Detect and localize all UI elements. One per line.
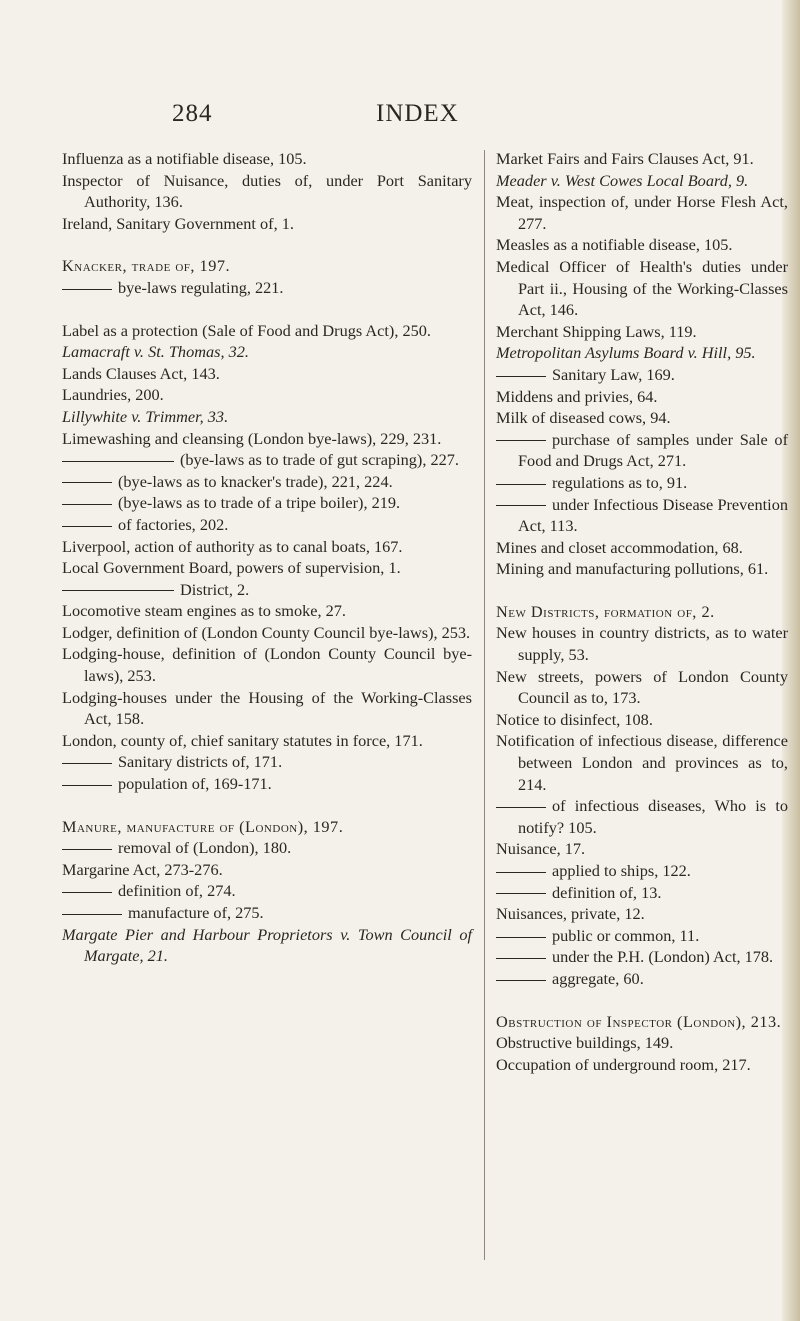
index-entry: Meader v. West Cowes Local Board, 9.: [496, 170, 749, 190]
index-entry: Local Government Board, powers of supervision, 1.: [62, 558, 401, 578]
index-entry: Lamacraft v. St. Thomas, 32.: [62, 342, 249, 362]
ditto-dash: [496, 376, 546, 377]
index-entry: Nuisances, private, 12.: [496, 904, 645, 924]
index-entry: Nuisance, 17.: [496, 839, 586, 859]
index-entry: New Districts, formation of, 2.: [496, 601, 715, 621]
index-entry: New houses in country districts, as to water supply, 53.: [496, 623, 788, 665]
ditto-dash: [62, 504, 112, 505]
index-subentry: aggregate, 60.: [496, 968, 788, 990]
index-entry: Lodger, definition of (London County Council bye-laws), 253.: [62, 622, 471, 642]
index-subentry: District, 2.: [62, 579, 472, 601]
ditto-dash: [496, 893, 546, 894]
index-entry: Meat, inspection of, under Horse Flesh Act, 277.: [496, 192, 788, 233]
index-column-right: [496, 148, 788, 1075]
index-subentry: under Infectious Disease Prevention Act, 113.: [496, 494, 788, 537]
index-subentry: population of, 169-171.: [62, 773, 472, 795]
index-subentry: definition of, 13.: [496, 882, 788, 904]
ditto-dash: [496, 980, 546, 981]
index-entry: Margate Pier and Harbour Proprietors v. Town Council of Margate, 21.: [62, 924, 472, 966]
index-entry: Inspector of Nuisance, duties of, under Port Sanitary Authority, 136.: [62, 170, 472, 212]
index-subentry: removal of (London), 180.: [62, 837, 472, 859]
index-entry: Medical Officer of Health's duties under Part ii., Housing of the Working-Classes Act, 146.: [496, 256, 788, 320]
index-entry: Notification of infectious disease, difference between London and provinces as to, 214.: [496, 731, 788, 794]
index-entry: Lands Clauses Act, 143.: [62, 363, 220, 383]
index-entry: Laundries, 200.: [62, 385, 164, 405]
ditto-dash: [62, 785, 112, 786]
index-entry: Milk of diseased cows, 94.: [496, 408, 671, 428]
index-entry: Lodging-houses under the Housing of the Working-Classes Act, 158.: [62, 687, 472, 729]
index-entry: Mining and manufacturing pollutions, 61.: [496, 559, 769, 579]
ditto-dash: [62, 590, 174, 591]
index-subentry: of factories, 202.: [62, 514, 472, 536]
index-entry: London, county of, chief sanitary statutes in force, 171.: [62, 730, 423, 750]
index-entry: Ireland, Sanitary Government of, 1.: [62, 213, 294, 233]
index-entry: Occupation of underground room, 217.: [496, 1054, 751, 1074]
index-subentry: Sanitary districts of, 171.: [62, 751, 472, 773]
index-subentry: purchase of samples under Sale of Food and Drugs Act, 271.: [496, 429, 788, 472]
index-subentry: (bye-laws as to knacker's trade), 221, 224.: [62, 471, 472, 493]
index-entry: Influenza as a notifiable disease, 105.: [62, 149, 307, 168]
ditto-dash: [62, 482, 112, 483]
ditto-dash: [496, 484, 546, 485]
index-entry: Locomotive steam engines as to smoke, 27.: [62, 601, 346, 621]
index-entry: Manure, manufacture of (London), 197.: [62, 816, 344, 836]
ditto-dash: [496, 807, 546, 808]
column-divider: [484, 150, 485, 1260]
index-subentry: (bye-laws as to trade of gut scraping), 227.: [62, 449, 472, 471]
index-subentry: public or common, 11.: [496, 925, 788, 947]
ditto-dash: [496, 958, 546, 959]
index-column-left: [62, 148, 472, 967]
index-subentry: Sanitary Law, 169.: [496, 364, 788, 386]
ditto-dash: [496, 440, 546, 441]
index-subentry: manufacture of, 275.: [62, 902, 472, 924]
ditto-dash: [62, 914, 122, 915]
ditto-dash: [62, 849, 112, 850]
index-entry: Lillywhite v. Trimmer, 33.: [62, 406, 229, 426]
index-entry: Middens and privies, 64.: [496, 386, 658, 406]
index-entry: Obstructive buildings, 149.: [496, 1033, 674, 1053]
ditto-dash: [62, 892, 112, 893]
index-subentry: (bye-laws as to trade of a tripe boiler), 219.: [62, 492, 472, 514]
index-subentry: of infectious diseases, Who is to notify? 105.: [496, 795, 788, 838]
ditto-dash: [62, 526, 112, 527]
index-subentry: under the P.H. (London) Act, 178.: [496, 946, 788, 968]
index-entry: Knacker, trade of, 197.: [62, 256, 231, 276]
index-entry: New streets, powers of London County Council as to, 173.: [496, 666, 788, 708]
index-subentry: definition of, 274.: [62, 880, 472, 902]
index-entry: Metropolitan Asylums Board v. Hill, 95.: [496, 343, 756, 363]
index-entry: Liverpool, action of authority as to canal boats, 167.: [62, 536, 403, 556]
index-entry: Limewashing and cleansing (London bye-laws), 229, 231.: [62, 428, 442, 448]
index-entry: Mines and closet accommodation, 68.: [496, 537, 743, 557]
ditto-dash: [496, 872, 546, 873]
index-entry: Measles as a notifiable disease, 105.: [496, 235, 733, 255]
page-title: INDEX: [376, 100, 459, 127]
ditto-dash: [62, 289, 112, 290]
ditto-dash: [62, 763, 112, 764]
index-entry: Notice to disinfect, 108.: [496, 709, 653, 729]
index-subentry: applied to ships, 122.: [496, 860, 788, 882]
page-number: 284: [172, 100, 213, 127]
index-entry: Lodging-house, definition of (London County Council bye-laws), 253.: [62, 644, 472, 686]
index-subentry: bye-laws regulating, 221.: [62, 277, 472, 299]
index-entry: Market Fairs and Fairs Clauses Act, 91.: [496, 149, 754, 168]
index-entry: Obstruction of Inspector (London), 213.: [496, 1011, 782, 1031]
ditto-dash: [496, 937, 546, 938]
ditto-dash: [62, 461, 174, 462]
ditto-dash: [496, 505, 546, 506]
index-entry: Margarine Act, 273-276.: [62, 859, 223, 879]
index-subentry: regulations as to, 91.: [496, 472, 788, 494]
index-entry: Label as a protection (Sale of Food and Drugs Act), 250.: [62, 320, 431, 340]
index-entry: Merchant Shipping Laws, 119.: [496, 321, 697, 341]
